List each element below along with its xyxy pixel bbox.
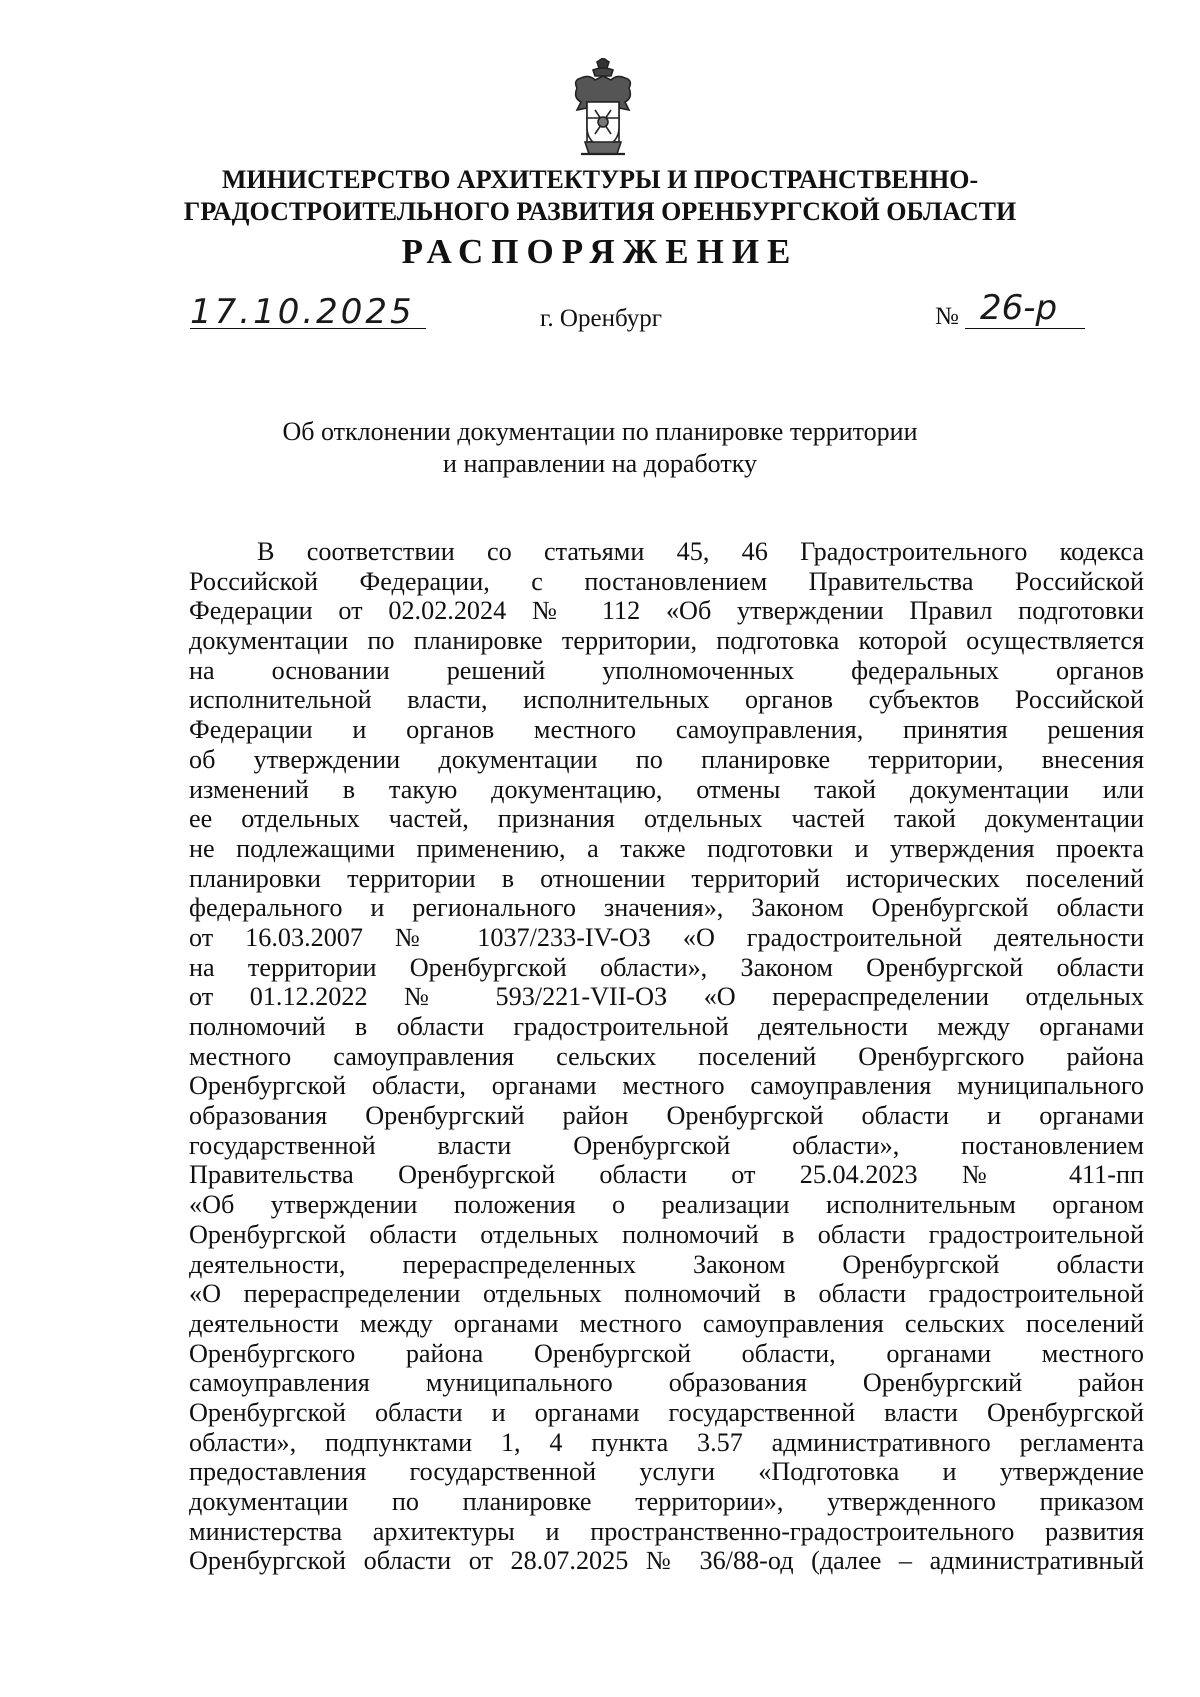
body-line: государственной власти Оренбургской области», постановлением (189, 1130, 1144, 1160)
body-line: деятельности, перераспределенных Законом Оренбургской области (189, 1249, 1144, 1279)
body-line: на основании решений уполномоченных федеральных органов (189, 655, 1144, 685)
body-line: документации по планировке территории, подготовка которой осуществляется (189, 626, 1144, 656)
body-line: не подлежащими применению, а также подготовки и утверждения проекта (189, 833, 1144, 863)
body-line: от 01.12.2022 № 593/221-VII-ОЗ «О перераспределении отдельных (189, 982, 1144, 1012)
body-line: ее отдельных частей, признания отдельных частей такой документации (189, 804, 1144, 834)
body-line: «Об утверждении положения о реализации исполнительным органом (189, 1190, 1144, 1220)
body-line: от 16.03.2007 № 1037/233-IV-ОЗ «О градостроительной деятельности (189, 922, 1144, 952)
body-line: министерства архитектуры и пространственно-градостроительного развития (189, 1516, 1144, 1546)
body-line: на территории Оренбургской области», Законом Оренбургской области (189, 952, 1144, 982)
body-line: В соответствии со статьями 45, 46 Градостроительного кодекса (257, 537, 1144, 566)
subject-line-1: Об отклонении документации по планировке территории (282, 417, 918, 446)
ministry-line-2: ГРАДОСТРОИТЕЛЬНОГО РАЗВИТИЯ ОРЕНБУРГСКОЙ ОБЛАСТИ (183, 197, 1017, 226)
date-underline (190, 328, 426, 329)
ministry-name (120, 164, 1080, 228)
body-line: Федерации и органов местного самоуправления, принятия решения (189, 715, 1144, 745)
body-line: планировки территории в отношении территорий исторических поселений (189, 863, 1144, 893)
body-line: «О перераспределении отдельных полномочий в области градостроительной (189, 1279, 1144, 1309)
body-line: деятельности между органами местного самоуправления сельских поселений (189, 1308, 1144, 1338)
city-label: г. Оренбург (540, 305, 662, 332)
body-line: предоставления государственной услуги «Подготовка и утверждение (189, 1457, 1144, 1487)
body-line: изменений в такую документацию, отмены такой документации или (189, 774, 1144, 804)
coat-of-arms-icon (571, 58, 635, 162)
body-line: образования Оренбургский район Оренбургской области и органами (189, 1101, 1144, 1131)
body-line: Оренбургской области и органами государственной власти Оренбургской (189, 1397, 1144, 1427)
handwritten-date: 17.10.2025 (190, 292, 415, 332)
document-type-title: РАСПОРЯЖЕНИЕ (401, 232, 799, 271)
body-line: Федерации от 02.02.2024 № 112 «Об утверждении Правил подготовки (189, 596, 1144, 626)
handwritten-number: 26-р (980, 288, 1058, 328)
document-subject (150, 416, 1050, 480)
body-line: Правительства Оренбургской области от 25.04.2023 № 411-пп (189, 1160, 1144, 1190)
body-line: Оренбургского района Оренбургской области, органами местного (189, 1338, 1144, 1368)
body-line: самоуправления муниципального образования Оренбургский район (189, 1368, 1144, 1398)
body-line: федерального и регионального значения», Законом Оренбургской области (189, 893, 1144, 923)
body-line: Оренбургской области отдельных полномочий в области градостроительной (189, 1219, 1144, 1249)
body-line: документации по планировке территории», утвержденного приказом (189, 1487, 1144, 1516)
body-line: исполнительной власти, исполнительных органов субъектов Российской (189, 685, 1144, 715)
number-underline (965, 328, 1085, 329)
body-line: Оренбургской области, органами местного самоуправления муниципального (189, 1071, 1144, 1101)
body-line: полномочий в области градостроительной деятельности между органами (189, 1012, 1144, 1041)
body-line: об утверждении документации по планировке территории, внесения (189, 744, 1144, 774)
number-label: № (935, 303, 959, 330)
body-line: местного самоуправления сельских поселений Оренбургского района (189, 1041, 1144, 1071)
body-line: Оренбургской области от 28.07.2025 № 36/88-од (далее – административный (189, 1546, 1144, 1576)
body-line: Российской Федерации, с постановлением Правительства Российской (189, 566, 1144, 596)
ministry-line-1: МИНИСТЕРСТВО АРХИТЕКТУРЫ И ПРОСТРАНСТВЕННО- (221, 165, 979, 194)
body-line: области», подпунктами 1, 4 пункта 3.57 административного регламента (189, 1427, 1144, 1457)
subject-line-2: и направлении на доработку (443, 449, 757, 478)
body-text (189, 537, 1144, 1576)
